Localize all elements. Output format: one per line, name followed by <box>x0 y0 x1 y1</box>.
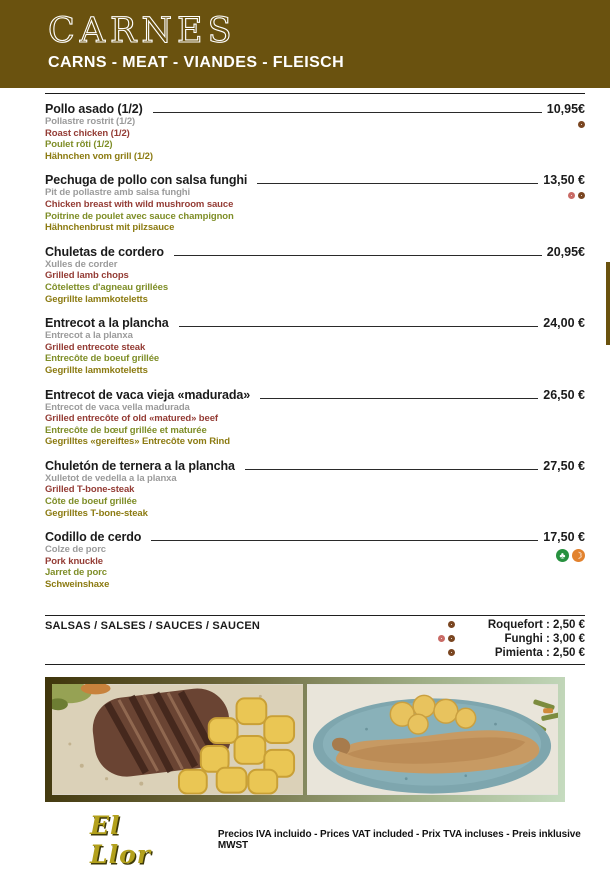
dish-name-german: Gegrillte lammkoteletts <box>45 364 148 376</box>
dish-name-french: Poitrine de poulet avec sauce champignon <box>45 210 234 222</box>
dish-name-catalan: Pollastre rostrit (1/2) <box>45 116 136 127</box>
allergen-dot-green-icon <box>556 549 569 562</box>
menu-item-list <box>45 102 585 591</box>
dish-name-catalan: Xulletot de vedella a la planxa <box>45 472 177 484</box>
menu-content <box>0 93 610 869</box>
price-leader-line <box>245 469 538 470</box>
dish-price: 20,95€ <box>546 244 585 259</box>
sauce-label: Pimienta : 2,50 € <box>494 646 585 659</box>
menu-item-pechuga-funghi <box>45 173 585 233</box>
sauce-row-roquefort <box>448 619 585 631</box>
dish-name-english: Grilled entrecote steak <box>45 341 146 353</box>
sauce-list <box>438 619 585 659</box>
dish-name-french: Entrecôte de boeuf grillée <box>45 353 160 365</box>
dish-name-german: Gegrilltes «gereiftes» Entrecôte vom Rind <box>45 436 230 448</box>
allergen-ring-brown-icon <box>578 121 585 128</box>
menu-item-chuletas-cordero <box>45 245 585 305</box>
sauce-allergen-icons <box>448 649 455 656</box>
sauce-allergen-icons <box>438 635 455 642</box>
food-photo-strip <box>45 677 565 802</box>
allergen-icons <box>568 192 585 199</box>
dish-title: Chuletas de cordero <box>45 244 164 259</box>
allergen-icons <box>578 121 585 128</box>
dish-name-catalan: Entrecot a la planxa <box>45 330 133 342</box>
dish-name-catalan: Colze de porc <box>45 544 106 556</box>
price-leader-line <box>151 540 538 541</box>
dish-name-catalan: Pit de pollastre amb salsa funghi <box>45 187 191 199</box>
price-leader-line <box>174 255 542 256</box>
vat-note: Precios IVA incluido - Prices VAT included - Prix TVA incluses - Preis inklusive MWST <box>217 828 581 851</box>
dish-name-english: Grilled entrecôte of old «matured» beef <box>45 413 218 425</box>
dish-name-french: Entrecôte de bœuf grillée et maturée <box>45 424 207 436</box>
allergen-ring-brown-icon <box>448 649 455 656</box>
menu-item-entrecot-madurada <box>45 388 585 448</box>
dish-title: Chuletón de ternera a la plancha <box>45 458 235 473</box>
dish-name-german: Schweinshaxe <box>45 579 110 591</box>
dish-price: 10,95€ <box>546 102 585 116</box>
allergen-dot-orange-icon <box>572 549 585 562</box>
dish-title: Pechuga de pollo con salsa funghi <box>45 173 248 188</box>
menu-item-pollo-asado <box>45 102 585 162</box>
price-leader-line <box>257 183 538 184</box>
dish-name-german: Gegrilltes T-bone-steak <box>45 507 148 519</box>
sauces-heading: SALSAS / SALSES / SAUCES / SAUCEN <box>45 619 261 632</box>
dish-title: Entrecot a la plancha <box>45 316 169 331</box>
price-leader-line <box>179 326 539 327</box>
price-leader-line <box>153 112 542 113</box>
dish-name-german: Hähnchen vom grill (1/2) <box>45 150 153 162</box>
menu-item-chuleton-ternera <box>45 459 585 519</box>
photo-roast-meat-on-blue-plate <box>307 684 558 795</box>
menu-item-entrecot-plancha <box>45 316 585 376</box>
sauce-row-funghi <box>438 633 585 645</box>
dish-name-catalan: Entrecot de vaca vella madurada <box>45 401 190 413</box>
sauce-row-pimienta <box>448 647 585 659</box>
page-edge-tab <box>606 262 610 345</box>
dish-title: Codillo de cerdo <box>45 530 142 545</box>
dish-name-french: Côtelettes d'agneau grillées <box>45 281 168 293</box>
allergen-icons <box>556 549 585 562</box>
dish-name-german: Hähnchenbrust mit pilzsauce <box>45 222 175 234</box>
dish-name-catalan: Xulles de corder <box>45 258 118 270</box>
dish-name-english: Roast chicken (1/2) <box>45 127 130 139</box>
allergen-ring-brown-icon <box>448 621 455 628</box>
sauce-label: Funghi : 3,00 € <box>504 632 585 645</box>
header-divider <box>45 93 585 94</box>
allergen-ring-pink-icon <box>568 192 575 199</box>
restaurant-logo: El Llor <box>90 810 151 869</box>
dish-title: Pollo asado (1/2) <box>45 102 143 116</box>
dish-name-english: Pork knuckle <box>45 555 103 567</box>
dish-price: 13,50 € <box>543 173 585 188</box>
allergen-ring-brown-icon <box>578 192 585 199</box>
page-header <box>0 0 610 88</box>
allergen-ring-brown-icon <box>448 635 455 642</box>
sauces-section <box>45 615 585 665</box>
dish-name-german: Gegrillte lammkoteletts <box>45 293 148 305</box>
dish-price: 24,00 € <box>543 316 585 331</box>
sauce-allergen-icons <box>448 621 455 628</box>
price-leader-line <box>260 398 538 399</box>
dish-price: 26,50 € <box>543 387 585 402</box>
dish-name-english: Chicken breast with wild mushroom sauce <box>45 198 234 210</box>
dish-name-english: Grilled T-bone-steak <box>45 484 135 496</box>
allergen-ring-pink-icon <box>438 635 445 642</box>
dish-name-french: Poulet rôti (1/2) <box>45 139 113 151</box>
page-footer <box>90 811 585 869</box>
dish-name-french: Jarret de porc <box>45 567 107 579</box>
menu-item-codillo-cerdo <box>45 530 585 590</box>
dish-price: 17,50 € <box>543 530 585 545</box>
dish-title: Entrecot de vaca vieja «madurada» <box>45 387 251 402</box>
sauce-label: Roquefort : 2,50 € <box>487 618 585 631</box>
dish-price: 27,50 € <box>543 458 585 473</box>
photo-grilled-steak-with-potatoes <box>52 684 303 795</box>
dish-name-french: Côte de boeuf grillée <box>45 496 137 508</box>
page-title: CARNES <box>48 11 237 51</box>
dish-name-english: Grilled lamb chops <box>45 270 129 282</box>
page-subtitle: CARNS - MEAT - VIANDES - FLEISCH <box>48 54 345 71</box>
